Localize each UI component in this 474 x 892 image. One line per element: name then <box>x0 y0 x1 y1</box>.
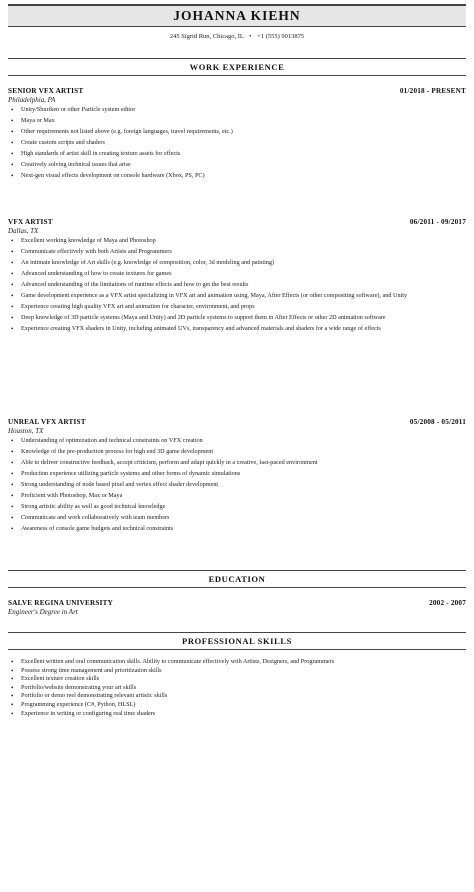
list-item: • Experience in writing or configuring real time shaders <box>21 710 466 718</box>
job-header <box>8 87 466 95</box>
list-item: • An intimate knowledge of Art skills (e.g. knowledge of composition, color, 3d modeling and painting) <box>21 259 466 267</box>
list-item: • Portfolio or demo reel demonstrating relevant artistic skills <box>21 692 466 700</box>
list-item: • Understanding of optimization and technical constraints on VFX creation <box>21 437 466 445</box>
section-heading-work-experience: WORK EXPERIENCE <box>8 58 466 76</box>
section-heading-education: EDUCATION <box>8 570 466 588</box>
contact-line <box>0 33 474 40</box>
job-entry <box>8 218 466 336</box>
list-item: • Knowledge of the pre-production process for high end 3D game development <box>21 448 466 456</box>
contact-separator: • <box>249 33 252 40</box>
list-item: • Deep knowledge of 3D particle systems (Maya and Unity) and 2D particle systems to support them in After Effects or other 2D animation software <box>21 314 466 322</box>
job-bullets <box>8 437 466 533</box>
education-entry <box>8 599 466 616</box>
list-item: • Create custom scripts and shaders <box>21 139 466 147</box>
list-item: • Advanced understanding of how to create textures for games <box>21 270 466 278</box>
phone: +1 (555) 9013875 <box>257 33 305 40</box>
section-heading-skills: PROFESSIONAL SKILLS <box>8 632 466 650</box>
list-item: • Unity/Shuriken or other Particle system editor <box>21 106 466 114</box>
list-item: • Possess strong time management and prioritization skills <box>21 667 466 675</box>
job-header <box>8 218 466 226</box>
list-item: • Communicate effectively with both Artists and Programmers <box>21 248 466 256</box>
job-bullets <box>8 237 466 333</box>
list-item: • Maya or Max <box>21 117 466 125</box>
job-location: Houston, TX <box>8 427 44 435</box>
list-item: • High standards of artist skill in creating texture assets for effects <box>21 150 466 158</box>
school-name: SALVE REGINA UNIVERSITY <box>8 599 113 607</box>
address: 245 Sigrid Run, Chicago, IL <box>169 33 244 40</box>
list-item: • Excellent working knowledge of Maya and Photoshop <box>21 237 466 245</box>
education-dates: 2002 - 2007 <box>429 599 466 607</box>
list-item: • Proficient with Photoshop, Max or Maya <box>21 492 466 500</box>
job-location: Dallas, TX <box>8 227 39 235</box>
candidate-name: JOHANNA KIEHN <box>8 4 466 27</box>
job-entry <box>8 87 466 183</box>
degree: Engineer's Degree in Art <box>8 608 78 616</box>
list-item: • Creatively solving technical issues that arise <box>21 161 466 169</box>
list-item: • Production experience utilizing particle systems and other forms of dynamic simulations <box>21 470 466 478</box>
job-dates: 01/2018 - PRESENT <box>399 87 466 95</box>
job-title: UNREAL VFX ARTIST <box>8 418 86 426</box>
list-item: • Awareness of console game budgets and technical constraints <box>21 525 466 533</box>
list-item: • Next-gen visual effects development on console hardware (Xbox, PS, PC) <box>21 172 466 180</box>
job-title: SENIOR VFX ARTIST <box>8 87 84 95</box>
job-entry <box>8 418 466 536</box>
list-item: • Able to deliver constructive feedback, accept criticism, perform and adapt quickly in a creative, fast-paced environment <box>21 459 466 467</box>
list-item: • Experience creating high quality VFX art and animation for character, environment, and props <box>21 303 466 311</box>
list-item: • Game development experience as a VFX artist specializing in VFX art and animation using, Maya, After Effects (or other compositing software), and Unity <box>21 292 466 300</box>
skills-list <box>8 658 466 718</box>
list-item: • Portfolio/website demonstrating your art skills <box>21 684 466 692</box>
list-item: • Communicate and work collaboratively with team members <box>21 514 466 522</box>
job-dates: 06/2011 - 09/2017 <box>409 218 466 226</box>
education-header <box>8 599 466 607</box>
skills-section <box>8 656 466 718</box>
list-item: • Advanced understanding of the limitations of runtime effects and how to get the best results <box>21 281 466 289</box>
job-header <box>8 418 466 426</box>
list-item: • Experience creating VFX shaders in Unity, including animated UVs, transparency and advanced materials and shaders for a wide range of effects <box>21 325 466 333</box>
job-dates: 05/2008 - 05/2011 <box>409 418 466 426</box>
list-item: • Other requirements not listed above (e.g. foreign languages, travel requirements, etc.) <box>21 128 466 136</box>
job-bullets <box>8 106 466 180</box>
job-title: VFX ARTIST <box>8 218 53 226</box>
job-location: Philadelphia, PA <box>8 96 56 104</box>
list-item: • Strong artistic ability as well as good technical knowledge <box>21 503 466 511</box>
list-item: • Programming experience (C#, Python, HLSL) <box>21 701 466 709</box>
list-item: • Excellent texture creation skills <box>21 675 466 683</box>
list-item: • Excellent written and oral communication skills. Ability to communicate effectively with Artists, Designers, and Programmers <box>21 658 466 666</box>
list-item: • Strong understanding of node based pixel and vertex effect shader development <box>21 481 466 489</box>
